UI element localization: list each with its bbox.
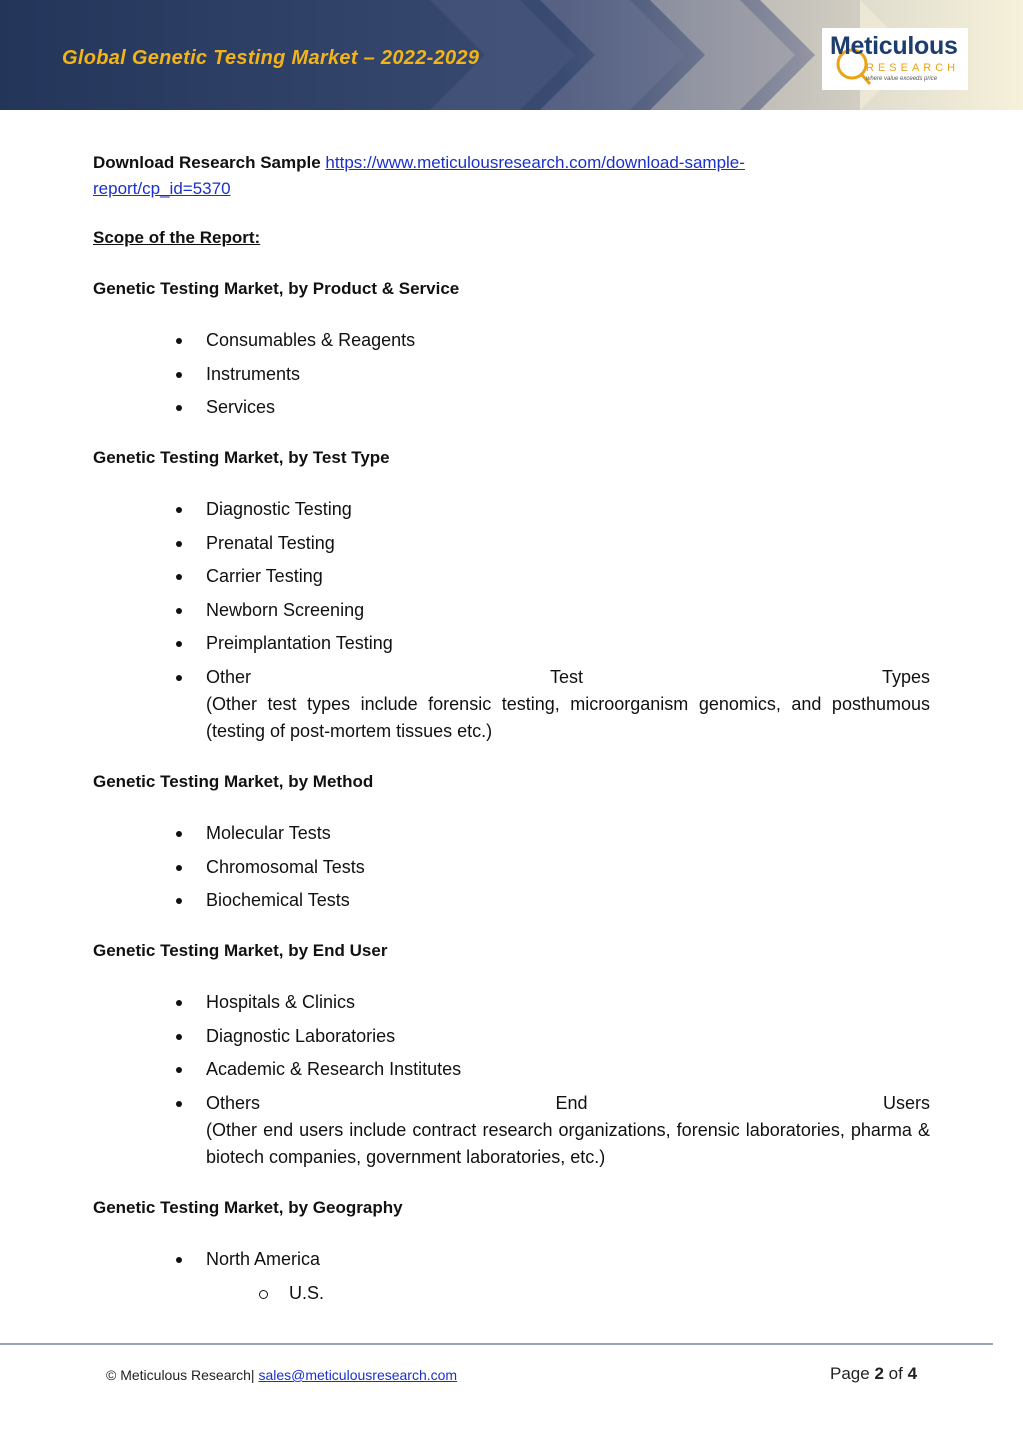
list-item: Hospitals & Clinics: [93, 989, 930, 1023]
section-heading-end-user: Genetic Testing Market, by End User: [93, 941, 388, 960]
logo-research-text: RESEARCH: [866, 62, 960, 74]
footer-divider: [0, 1343, 993, 1345]
section-heading-test-type: Genetic Testing Market, by Test Type: [93, 448, 390, 467]
test-type-list: [93, 496, 930, 745]
method-list: [93, 820, 930, 921]
section-heading-product: Genetic Testing Market, by Product & Service: [93, 279, 460, 298]
list-item-other-test-types: Other Test Types (Other test types include forensic testing, microorganism genomics, and posthumous (testing of post-mortem tissues etc.): [93, 664, 930, 745]
list-item: Newborn Screening: [93, 597, 930, 631]
bullet-icon: [176, 541, 182, 547]
list-item: Chromosomal Tests: [93, 854, 930, 888]
geography-list: [93, 1246, 930, 1280]
bullet-icon: [176, 641, 182, 647]
bullet-icon: [176, 405, 182, 411]
logo-wordmark: Meticulous: [830, 32, 958, 60]
logo-tagline: where value exceeds price: [866, 76, 938, 82]
bullet-icon: [176, 1101, 182, 1107]
bullet-icon: [176, 898, 182, 904]
bullet-icon: [176, 1257, 182, 1263]
bullet-icon: [176, 507, 182, 513]
list-item: Services: [93, 394, 930, 428]
bullet-icon: [176, 1000, 182, 1006]
meticulous-research-logo: [822, 28, 968, 90]
bullet-icon: [176, 831, 182, 837]
footer-email-link[interactable]: sales@meticulousresearch.com: [258, 1367, 458, 1383]
bullet-icon: [176, 865, 182, 871]
list-item: North America: [93, 1246, 930, 1280]
section-heading-method: Genetic Testing Market, by Method: [93, 772, 374, 791]
list-item: Diagnostic Laboratories: [93, 1023, 930, 1057]
scope-heading: Scope of the Report:: [93, 228, 261, 247]
bullet-icon: [176, 372, 182, 378]
page-number: Page 2 of 4: [830, 1364, 918, 1383]
bullet-icon: [176, 338, 182, 344]
other-end-users-note: (Other end users include contract research organizations, forensic laboratories, pharma & biotech companies, government laboratories, etc.): [206, 1119, 930, 1167]
section-heading-geography: Genetic Testing Market, by Geography: [93, 1198, 403, 1217]
sub-list-item: U.S.: [289, 1283, 324, 1304]
product-list: [93, 327, 930, 428]
list-item: Carrier Testing: [93, 563, 930, 597]
circle-bullet-icon: [259, 1290, 268, 1299]
download-sample-link[interactable]: https://www.meticulousresearch.com/download-sample- report/cp_id=5370: [93, 153, 745, 198]
list-item: Instruments: [93, 361, 930, 395]
bullet-icon: [176, 608, 182, 614]
footer-copyright: © Meticulous Research| sales@meticulousresearch.com: [106, 1367, 458, 1383]
page-header: [0, 0, 1023, 110]
download-sample-line: [93, 150, 930, 202]
bullet-icon: [176, 1034, 182, 1040]
download-label: Download Research Sample: [93, 153, 321, 172]
list-item: Academic & Research Institutes: [93, 1056, 930, 1090]
list-item-other-end-users: Others End Users (Other end users include contract research organizations, forensic laboratories, pharma & biotech companies, government laboratories, etc.): [93, 1090, 930, 1171]
report-title: Global Genetic Testing Market – 2022-2029: [62, 47, 480, 69]
other-test-types-note: (Other test types include forensic testing, microorganism genomics, and posthumous (testing of post-mortem tissues etc.): [206, 693, 930, 741]
list-item: Molecular Tests: [93, 820, 930, 854]
end-user-list: [93, 989, 930, 1171]
bullet-icon: [176, 1067, 182, 1073]
list-item: Prenatal Testing: [93, 530, 930, 564]
list-item: Consumables & Reagents: [93, 327, 930, 361]
bullet-icon: [176, 574, 182, 580]
list-item: Diagnostic Testing: [93, 496, 930, 530]
list-item: Preimplantation Testing: [93, 630, 930, 664]
list-item: Biochemical Tests: [93, 887, 930, 921]
bullet-icon: [176, 675, 182, 681]
